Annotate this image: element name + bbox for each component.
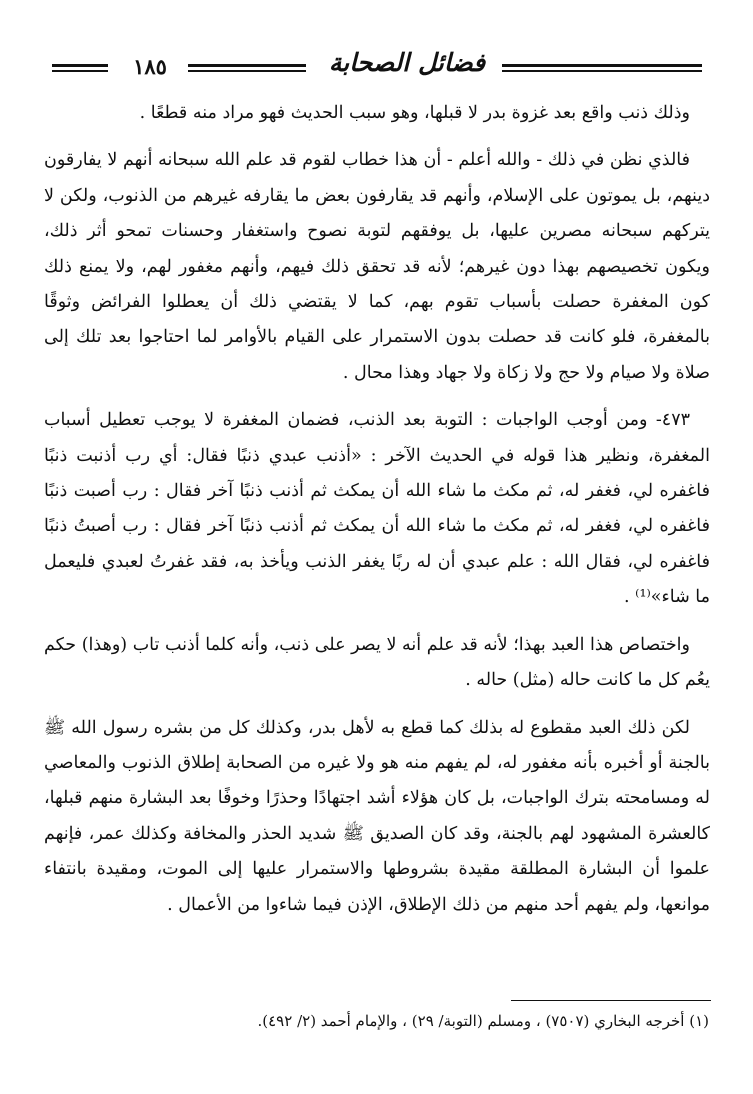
page-header [40, 48, 710, 88]
running-title: فضائل الصحابة [328, 48, 486, 77]
paragraph: وذلك ذنب واقع بعد غزوة بدر لا قبلها، وهو سبب الحديث فهو مراد منه قطعًا . [139, 103, 690, 123]
paragraph: لكن ذلك العبد مقطوع له بذلك كما قطع به لأهل بدر، وكذلك كل من بشره رسول الله ﷺ بالجنة أو أخبره بأنه مغفور له، لم يفهم منه هو ولا غيره من الصحابة إطلاق الذنوب والمعاصي له ومسامحته بترك الواجبات، بل كان هؤلاء أشد اجتهادًا وحذرًا وخوفًا بعد البشارة منهم قبلها، كالعشرة المشهود لهم بالجنة، وقد كان الصديق ﷺ شديد الحذر والمخافة وكذلك عمر، فإنهم علموا أن البشارة المطلقة مقيدة بشروطها والاستمرار عليها إلى الموت، ومقيدة بانتفاء موانعها، ولم يفهم أحد منهم من ذلك الإطلاق، الإذن فيما شاءوا من الأعمال . [44, 717, 710, 915]
header-rule-left [52, 64, 108, 75]
paragraph: فالذي نظن في ذلك - والله أعلم - أن هذا خطاب لقوم قد علم الله سبحانه أنهم لا يفارقون دينهم، بل يموتون على الإسلام، وأنهم قد يقارفون بعض ما يقارفه غيرهم من الذنوب، ولكن لا يتركهم سبحانه مصرين عليها، بل يوفقهم لتوبة نصوح واستغفار وحسنات تمحو أثر ذلك، ويكون تخصيصهم بهذا دون غيرهم؛ لأنه قد تحقق ذلك فيهم، وأنهم مغفور لهم، ولا يمنع ذلك كون المغفرة حصلت بأسباب تقوم بهم، كما لا يقتضي ذلك أن يعطلوا الفرائض وثوقًا بالمغفرة، فلو كانت قد حصلت بدون الاستمرار على القيام بالأوامر لما احتاجوا بعد تلك إلى صلاة ولا صيام ولا حج ولا زكاة ولا جهاد وهذا محال . [44, 150, 710, 383]
paragraph: واختصاص هذا العبد بهذا؛ لأنه قد علم أنه لا يصر على ذنب، وأنه كلما أذنب تاب (وهذا) حكم يعُم كل ما كانت حاله (مثل) حاله . [44, 634, 710, 691]
header-rule-middle [188, 64, 306, 75]
body-text [44, 96, 710, 935]
footnote: (١) أخرجه البخاري (٧٥٠٧) ، ومسلم (التوبة/ ٢٩) ، والإمام أحمد (٢/ ٤٩٢). [257, 1012, 709, 1030]
footnote-divider [511, 1000, 711, 1001]
paragraph: ٤٧٣- ومن أوجب الواجبات : التوبة بعد الذنب، فضمان المغفرة لا يوجب تعطيل أسباب المغفرة، ونظير هذا قوله في الحديث الآخر : «أذنب عبدي ذنبًا فقال: أي رب أذنبت ذنبًا فاغفره لي، فغفر له، ثم مكث ما شاء الله أن يمكث ثم أذنب ذنبًا آخر فقال : رب أصبت ذنبًا فاغفره لي، فغفر له، ثم مكث ما شاء الله أن يمكث ثم أذنب ذنبًا آخر فقال : رب أصبتُ ذنبًا فاغفره لي، فقال الله : علم عبدي أن له ربًا يغفر الذنب ويأخذ به، فقد غفرتُ لعبدي فليعمل ما شاء»⁽¹⁾ . [44, 410, 710, 608]
header-rule-right [502, 64, 702, 75]
page-number: ١٨٥ [133, 54, 167, 79]
